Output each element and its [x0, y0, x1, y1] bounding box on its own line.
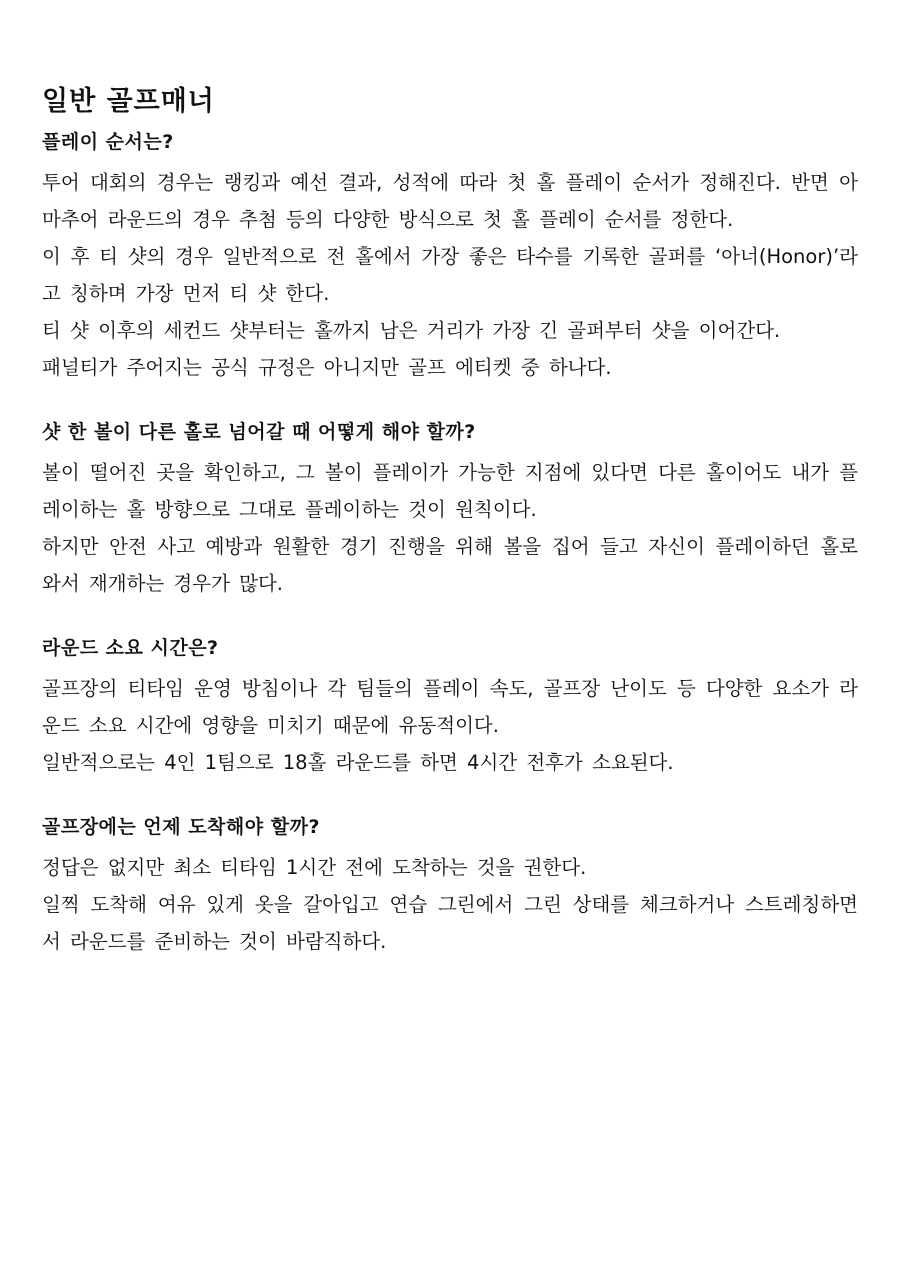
section-arrival-time — [42, 812, 858, 960]
paragraph: 패널티가 주어지는 공식 규정은 아니지만 골프 에티켓 중 하나다. — [42, 356, 612, 379]
document-title: 일반 골프매너 — [42, 86, 215, 117]
paragraph: 골프장의 티타임 운영 방침이나 각 팀들의 플레이 속도, 골프장 난이도 등 다양한 요소가 라운드 소요 시간에 영향을 미치기 때문에 유동적이다. — [42, 677, 858, 737]
section-heading: 플레이 순서는? — [42, 131, 174, 153]
section-ball-other-hole — [42, 417, 858, 602]
paragraph: 일찍 도착해 여유 있게 옷을 갈아입고 연습 그린에서 그린 상태를 체크하거나 스트레칭하면서 라운드를 준비하는 것이 바람직하다. — [42, 893, 858, 953]
section-heading: 라운드 소요 시간은? — [42, 637, 219, 659]
paragraph: 티 샷 이후의 세컨드 샷부터는 홀까지 남은 거리가 가장 긴 골퍼부터 샷을 이어간다. — [42, 319, 781, 342]
document-page — [42, 82, 858, 991]
section-heading: 골프장에는 언제 도착해야 할까? — [42, 816, 320, 838]
section-heading: 샷 한 볼이 다른 홀로 넘어갈 때 어떻게 해야 할까? — [42, 421, 476, 443]
paragraph: 볼이 떨어진 곳을 확인하고, 그 볼이 플레이가 가능한 지점에 있다면 다른 홀이어도 내가 플레이하는 홀 방향으로 그대로 플레이하는 것이 원칙이다. — [42, 461, 858, 521]
paragraph: 이 후 티 샷의 경우 일반적으로 전 홀에서 가장 좋은 타수를 기록한 골퍼를 ‘아너(Honor)’라고 칭하며 가장 먼저 티 샷 한다. — [42, 245, 858, 305]
paragraph: 일반적으로는 4인 1팀으로 18홀 라운드를 하면 4시간 전후가 소요된다. — [42, 751, 674, 774]
section-round-duration — [42, 633, 858, 781]
paragraph: 하지만 안전 사고 예방과 원활한 경기 진행을 위해 볼을 집어 들고 자신이 플레이하던 홀로 와서 재개하는 경우가 많다. — [42, 535, 858, 595]
paragraph: 투어 대회의 경우는 랭킹과 예선 결과, 성적에 따라 첫 홀 플레이 순서가 정해진다. 반면 아마추어 라운드의 경우 추첨 등의 다양한 방식으로 첫 홀 플레이 순서를 정한다. — [42, 171, 858, 231]
paragraph: 정답은 없지만 최소 티타임 1시간 전에 도착하는 것을 권한다. — [42, 856, 587, 879]
section-play-order — [42, 127, 858, 386]
